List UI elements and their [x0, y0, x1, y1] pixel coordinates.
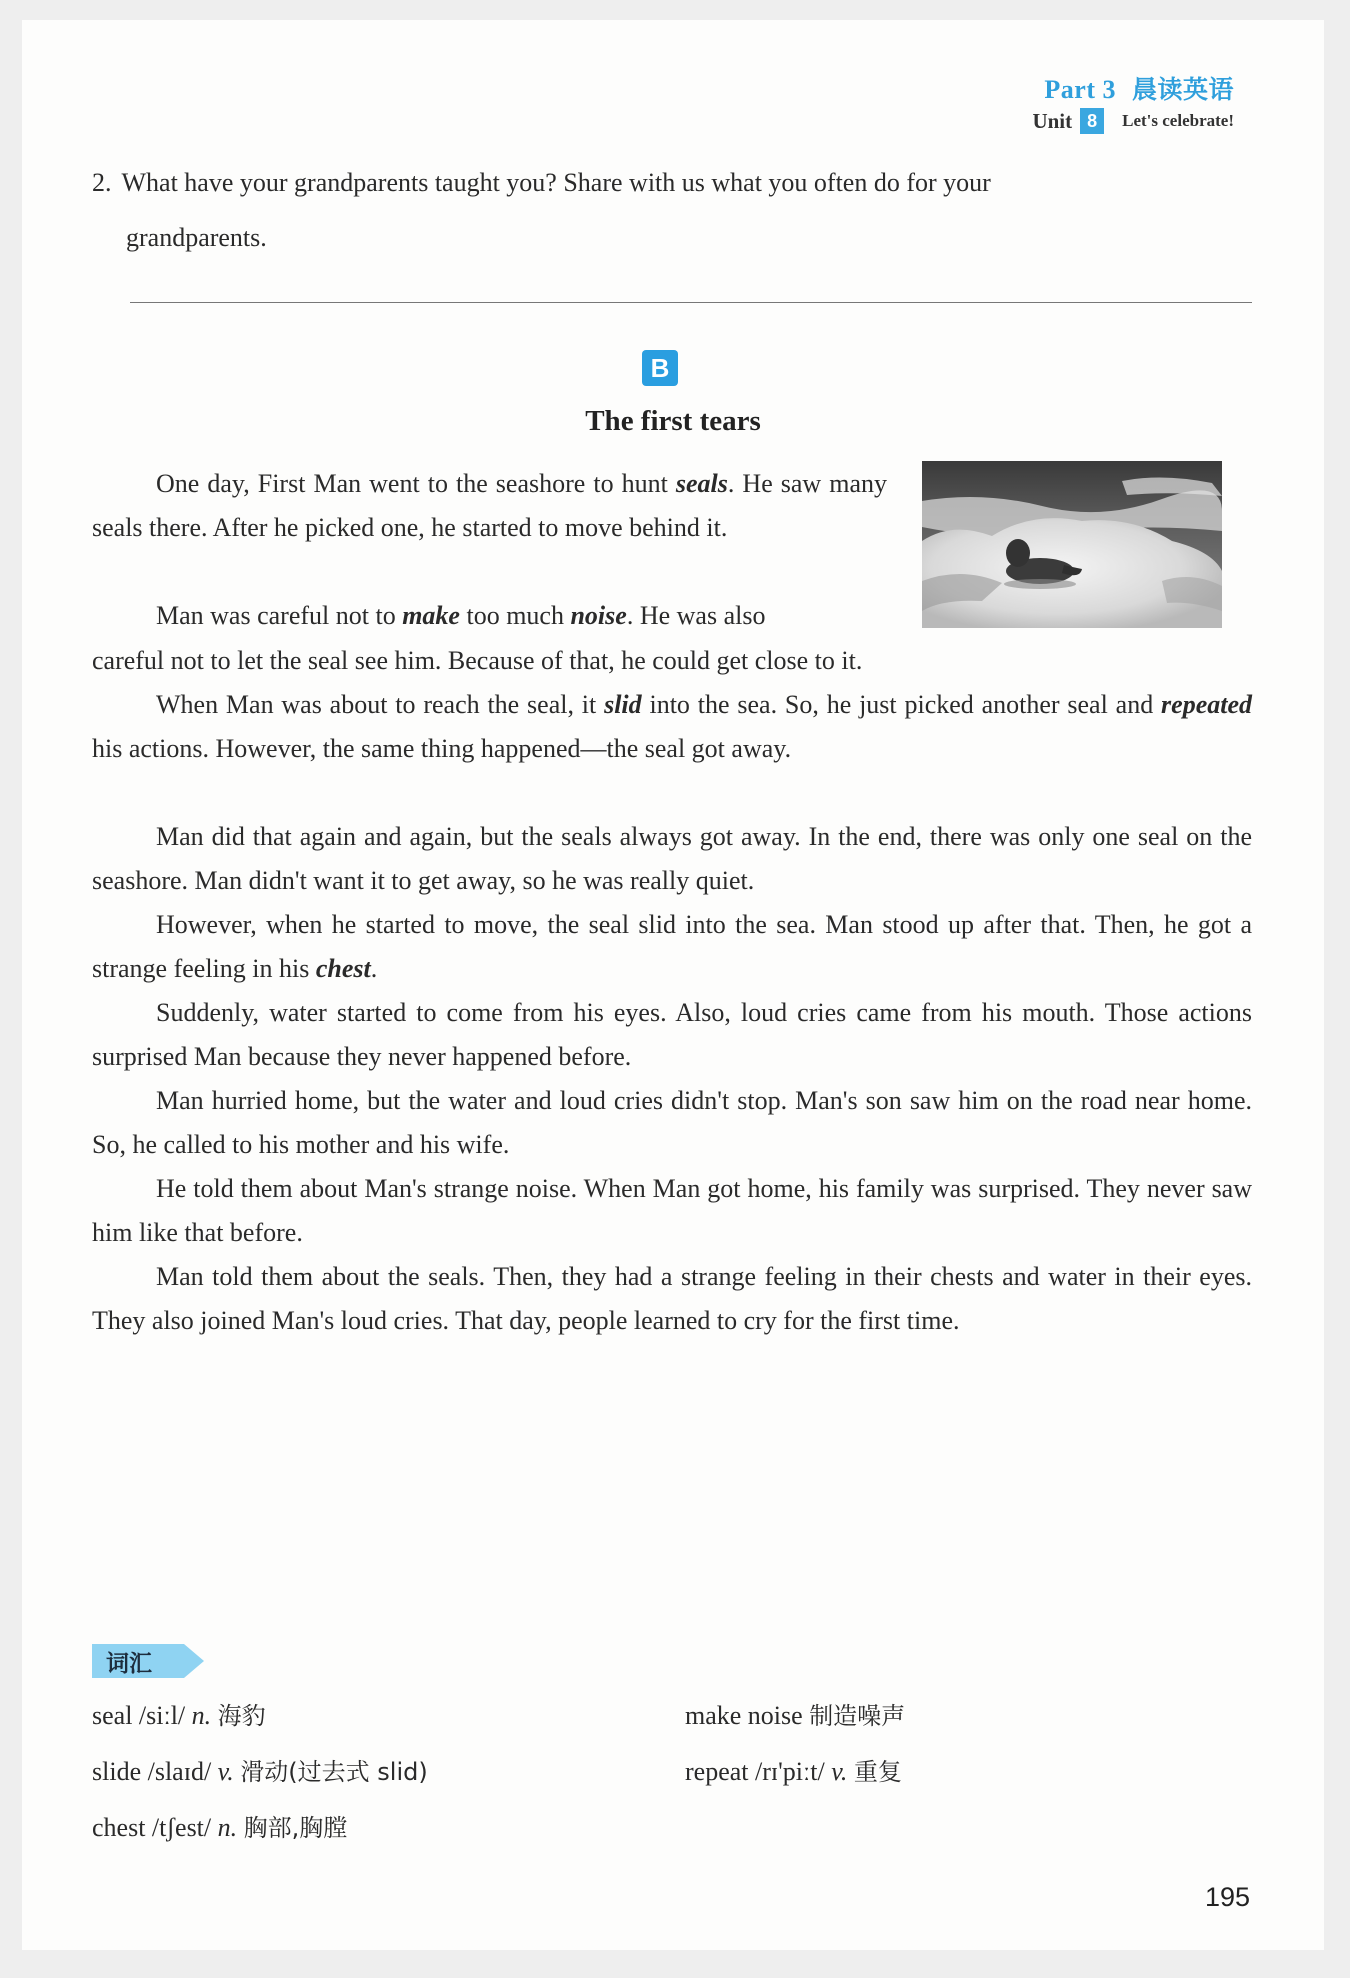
vocab-tag [92, 1640, 212, 1682]
unit-number-badge: 8 [1080, 108, 1104, 134]
question-line-2: grandparents. [126, 223, 267, 252]
story-paragraph-8: He told them about Man's strange noise. When Man got home, his family was surprised. They never saw him like that before. [92, 1174, 1252, 1247]
vocab-tag-label: 词汇 [106, 1651, 152, 1677]
story-paragraph-1: One day, First Man went to the seashore to hunt seals. He saw many seals there. After he picked one, he started to move behind it. [92, 469, 888, 542]
story-paragraph-2: Man was careful not to make too much noise. He was also [156, 601, 766, 630]
story-paragraph-6: Suddenly, water started to come from his eyes. Also, loud cries came from his mouth. Those actions surprised Man because they never happened before. [92, 998, 1252, 1071]
vocab-entry-chest: chest /tʃest/ n. 胸部,胸膛 [92, 1813, 348, 1842]
story-paragraph-3: When Man was about to reach the seal, it slid into the sea. So, he just picked another seal and repeated his actions. However, the same thing happened—the seal got away. [92, 690, 1252, 763]
vocab-entry-slide: slide /slaɪd/ v. 滑动(过去式 slid) [92, 1757, 428, 1786]
keyword-repeated: repeated [1161, 690, 1252, 719]
header-unit [1032, 108, 1234, 134]
story-title: The first tears [585, 405, 761, 437]
keyword-seals: seals [675, 469, 728, 498]
question-line-1: What have your grandparents taught you? Share with us what you often do for your [121, 168, 991, 197]
vocab-entry-make-noise: make noise 制造噪声 [685, 1701, 906, 1730]
header-part [1044, 70, 1234, 106]
story-paragraph-9: Man told them about the seals. Then, they had a strange feeling in their chests and water in their eyes. They also joined Man's loud cries. That day, people learned to cry for the first time. [92, 1262, 1252, 1335]
seal-on-ice-illustration [922, 461, 1222, 628]
question-number: 2. [92, 168, 112, 197]
story-paragraph-4: Man did that again and again, but the seals always got away. In the end, there was only one seal on the seashore. Man didn't want it to get away, so he was really quiet. [92, 822, 1252, 895]
part-cn-label: 晨读英语 [1131, 75, 1234, 104]
story-paragraph-2-cont: careful not to let the seal see him. Because of that, he could get close to it. [92, 646, 863, 675]
keyword-make: make [402, 601, 460, 630]
answer-line[interactable] [130, 302, 1252, 303]
vocab-entry-seal: seal /siːl/ n. 海豹 [92, 1701, 266, 1730]
textbook-page [22, 20, 1324, 1950]
keyword-slid: slid [604, 690, 642, 719]
question-2 [92, 155, 1252, 265]
keyword-chest: chest [315, 954, 371, 983]
story-paragraph-5: However, when he started to move, the seal slid into the sea. Man stood up after that. Then, he got a strange feeling in his chest. [92, 910, 1252, 983]
seal-photo [922, 461, 1222, 628]
section-b-badge: B [642, 350, 678, 386]
unit-title: Let's celebrate! [1122, 111, 1234, 130]
story-paragraph-7: Man hurried home, but the water and loud cries didn't stop. Man's son saw him on the road near home. So, he called to his mother and his wife. [92, 1086, 1252, 1159]
part-label: Part 3 [1044, 75, 1116, 104]
keyword-noise: noise [570, 601, 627, 630]
unit-label: Unit [1032, 108, 1073, 133]
vocab-entry-repeat: repeat /rɪ'piːt/ v. 重复 [685, 1757, 902, 1786]
page-number: 195 [1204, 1882, 1250, 1912]
